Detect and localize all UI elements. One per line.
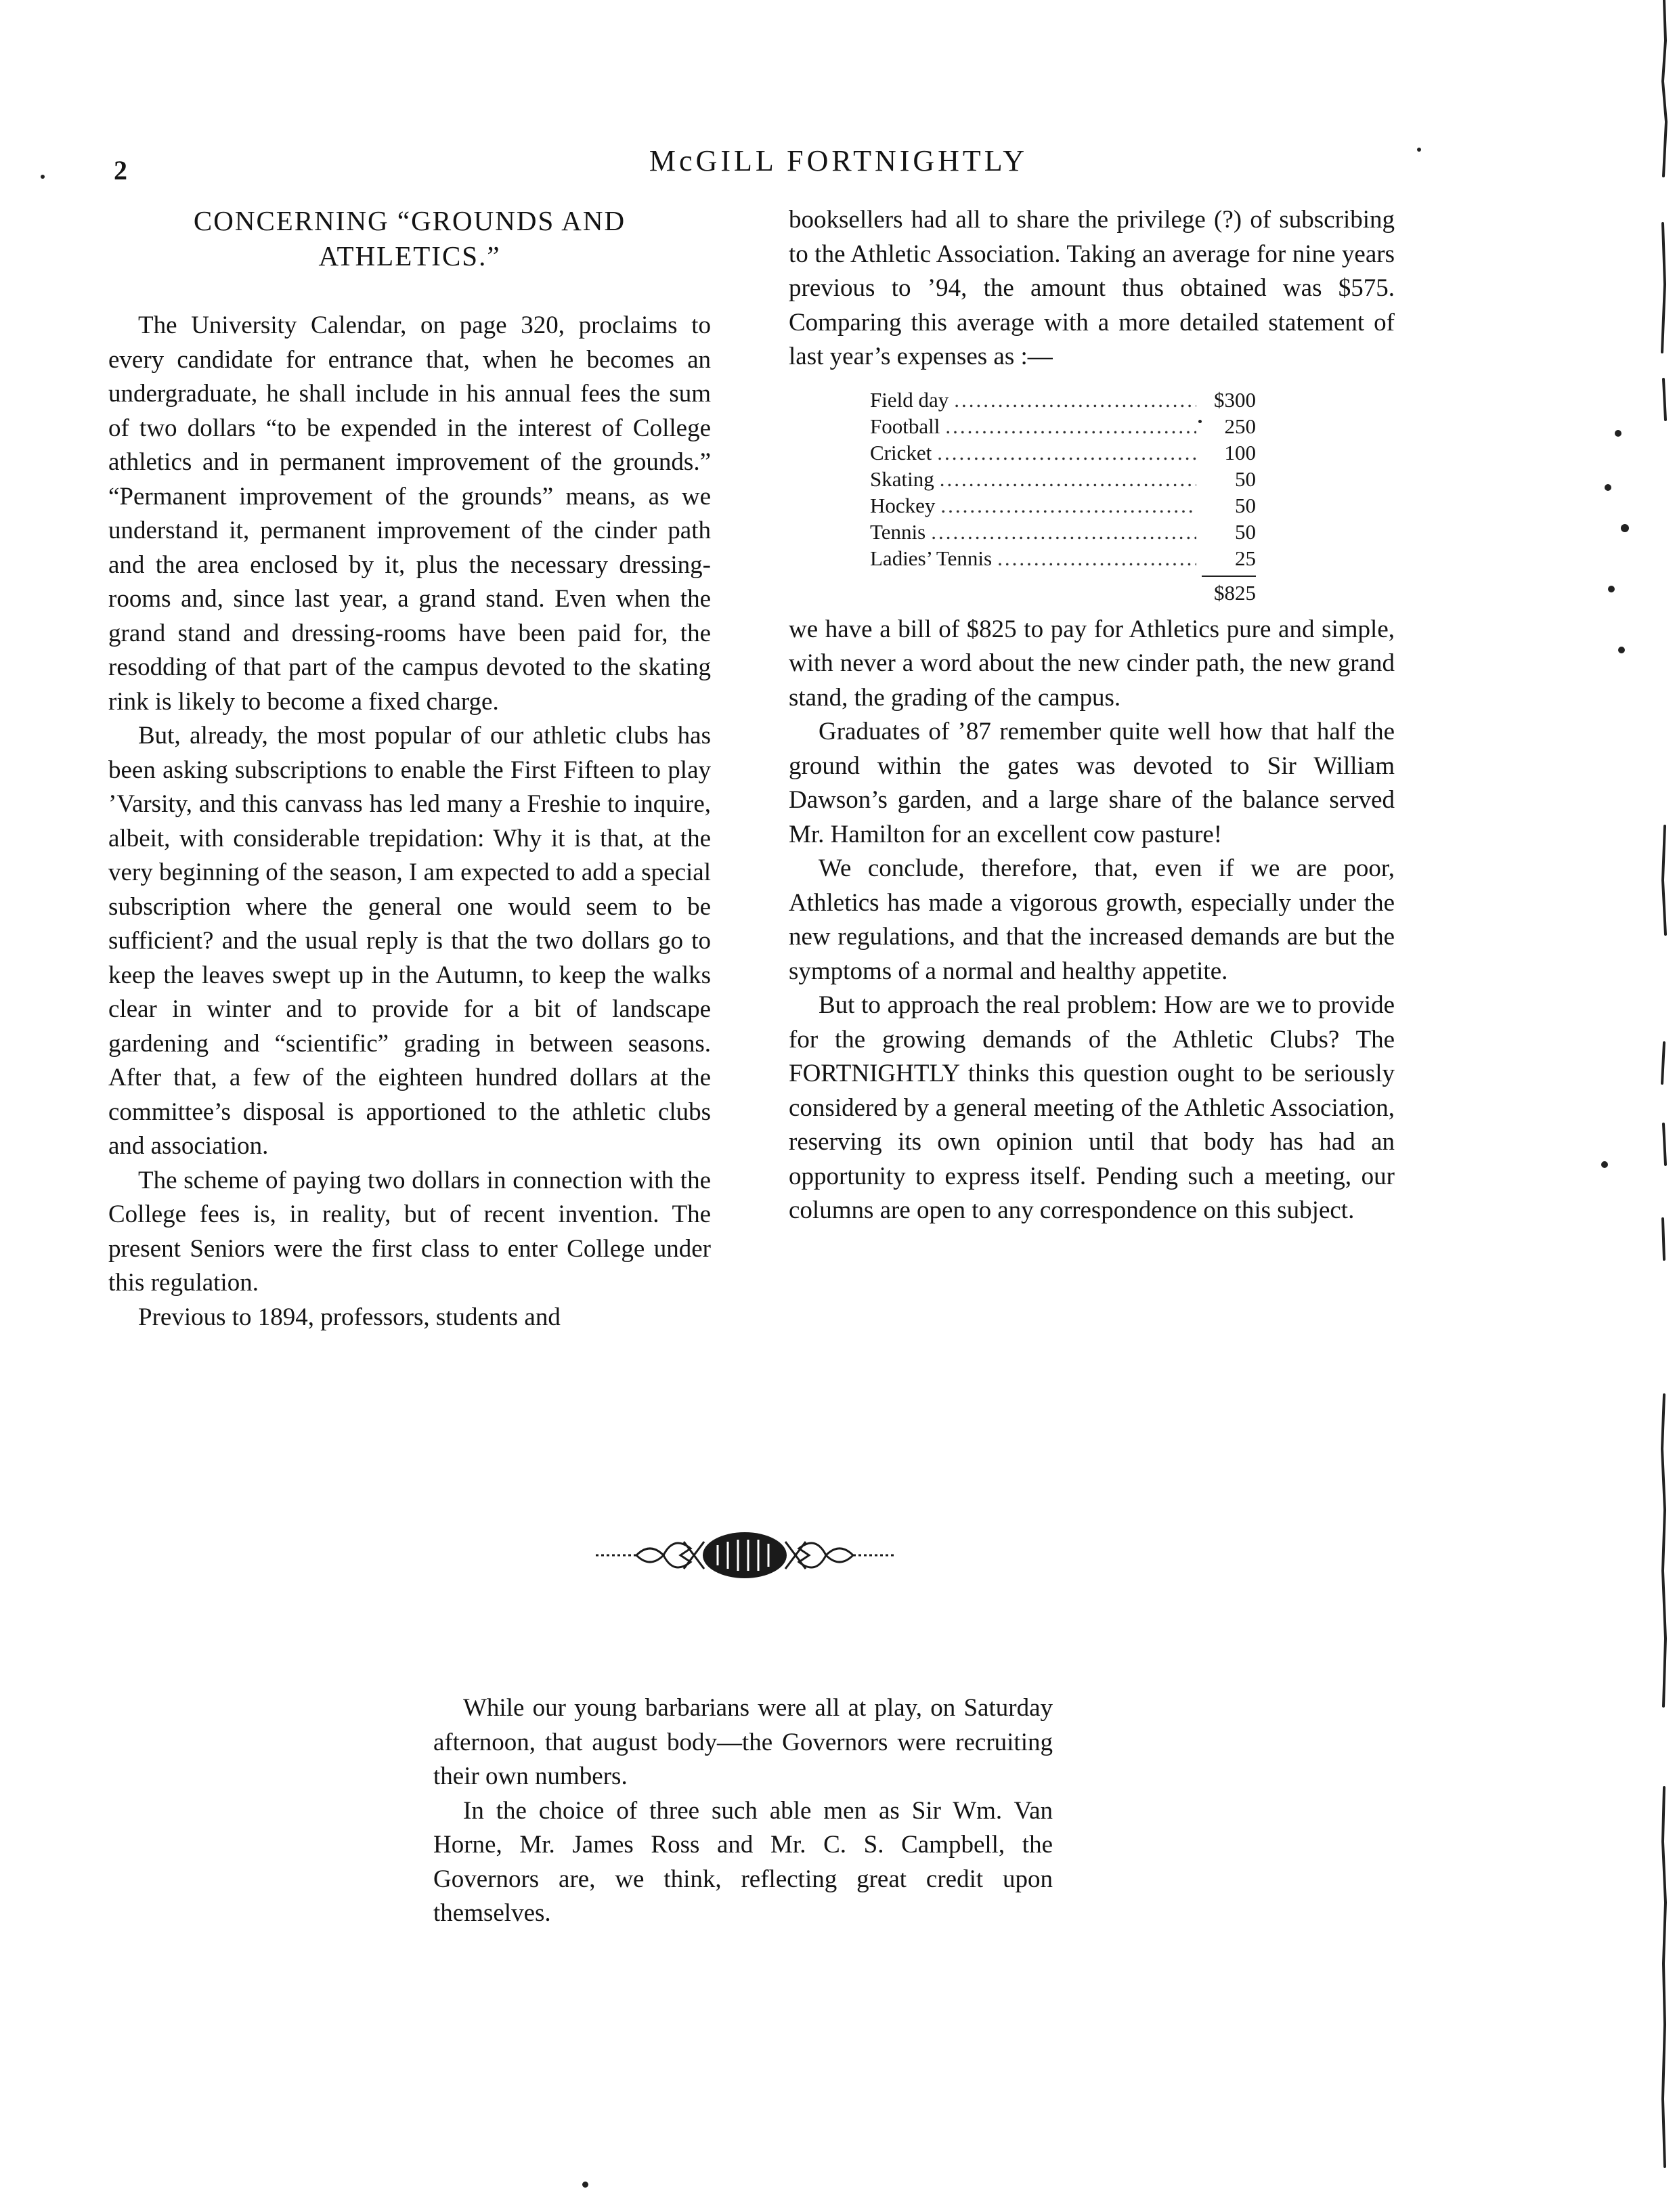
note-paragraph: While our young barbarians were all at play, on Saturday afternoon, that august body—the Governors were recruiting their own numbers.	[433, 1694, 1053, 1790]
article-title	[108, 203, 711, 274]
page-speck	[1417, 148, 1421, 152]
expense-label: Cricket	[870, 440, 932, 464]
expense-total: $825	[1202, 576, 1256, 606]
article-left-column	[108, 203, 711, 1335]
article-paragraph: The scheme of paying two dollars in connection with the College fees is, in reality, but of recent invention. The present Seniors were the first class to enter College under this regulation.	[108, 1166, 711, 1297]
article-paragraph: But, already, the most popular of our athletic clubs has been asking subscriptions to enable the First Fifteen to play ’Varsity, and this canvass has led many a Freshie to inquire, albeit, with considerable trepidation: Why it is that, at the very beginning of the season, I am expected to add a special subscription where the general one would seem to be sufficient? and the usual reply is that the two dollars go to keep the leaves swept up in the Autumn, to keep the walks clear in winter and to provide for a bit of landscape gardening and “scientific” grading in between seasons. After that, a few of the eighteen hundred dollars at the committee’s disposal is apportioned to the athletic clubs and association.	[108, 722, 711, 1160]
expense-label: Field day	[870, 387, 949, 412]
expense-row	[870, 413, 1256, 439]
article-paragraph: The University Calendar, on page 320, proclaims to every candidate for entrance that, when he becomes an undergraduate, he shall include in his annual fees the sum of two dollars “to be expended in the interest of College athletics and in permanent improvement of the grounds.” “Permanent improvement of the grounds” means, as we understand it, permanent improvement of the cinder path and the area enclosed by it, plus the necessary dressing-rooms and, since last year, a grand stand. Even when the grand stand and dressing-rooms have been paid for, the resodding of that part of the campus devoted to the skating rink is likely to become a fixed charge.	[108, 311, 711, 716]
page-speck	[1198, 420, 1202, 423]
expense-label: Football	[870, 414, 940, 438]
expense-label: Skating	[870, 467, 934, 491]
article-paragraph: booksellers had all to share the privilege (?) of subscribing to the Athletic Association. Taking an average for nine years previous to ’94, the amount thus obtained was $575. Comparing this average with a more detailed statement of last year’s expenses as :—	[789, 206, 1395, 370]
page-number: 2	[114, 155, 127, 186]
expense-row	[870, 545, 1256, 571]
page-edge-marks	[1577, 0, 1677, 2212]
expense-amount: 250	[1224, 414, 1256, 438]
expense-amount: 100	[1224, 440, 1256, 464]
note-paragraph: In the choice of three such able men as Sir Wm. Van Horne, Mr. James Ross and Mr. C. S. Campbell, the Governors are, we think, reflecting great credit upon themselves.	[433, 1796, 1053, 1927]
expense-label: Hockey	[870, 493, 936, 517]
expense-label: Ladies’ Tennis	[870, 546, 993, 570]
expenses-table	[870, 387, 1256, 606]
expense-row	[870, 439, 1256, 466]
expense-amount: 25	[1235, 546, 1256, 570]
article-paragraph: we have a bill of $825 to pay for Athletics pure and simple, with never a word about the new cinder path, the new grand stand, the grading of the campus.	[789, 615, 1395, 712]
expense-total-row	[870, 576, 1256, 606]
expense-amount: 50	[1235, 519, 1256, 544]
article-paragraph: Previous to 1894, professors, students and	[138, 1303, 561, 1331]
page-speck	[41, 175, 45, 179]
expense-row	[870, 519, 1256, 545]
article-paragraph: Graduates of ’87 remember quite well how that half the ground within the gates was devoted to Sir William Dawson’s garden, and a large share of the balance served Mr. Hamilton for an excellent cow pasture!	[789, 718, 1395, 848]
running-head: McGILL FORTNIGHTLY	[649, 144, 1028, 177]
expense-amount: 50	[1235, 467, 1256, 491]
article-right-column	[789, 203, 1395, 1228]
expense-row	[870, 466, 1256, 492]
article-title-line-1: CONCERNING “GROUNDS AND	[193, 205, 626, 236]
governors-note	[433, 1691, 1053, 1931]
decorative-ornament-icon	[589, 1525, 900, 1586]
expense-amount: $300	[1214, 387, 1256, 412]
expense-row	[870, 492, 1256, 519]
article-paragraph: We conclude, therefore, that, even if we are poor, Athletics has made a vigorous growth, especially under the new regulations, and that the increased demands are but the symptoms of a normal and healthy appetite.	[789, 854, 1395, 985]
expense-label: Tennis	[870, 519, 926, 544]
expense-row	[870, 387, 1256, 413]
page-speck	[582, 2182, 588, 2188]
expense-amount: 50	[1235, 493, 1256, 517]
article-title-line-2: ATHLETICS.”	[318, 240, 501, 272]
article-paragraph: But to approach the real problem: How are we to provide for the growing demands of the Athletic Clubs? The FORTNIGHTLY thinks this question ought to be seriously considered by a general meeting of the Athletic Association, reserving its own opinion until that body has had an opportunity to express itself. Pending such a meeting, our columns are open to any correspondence on this subject.	[789, 991, 1395, 1224]
